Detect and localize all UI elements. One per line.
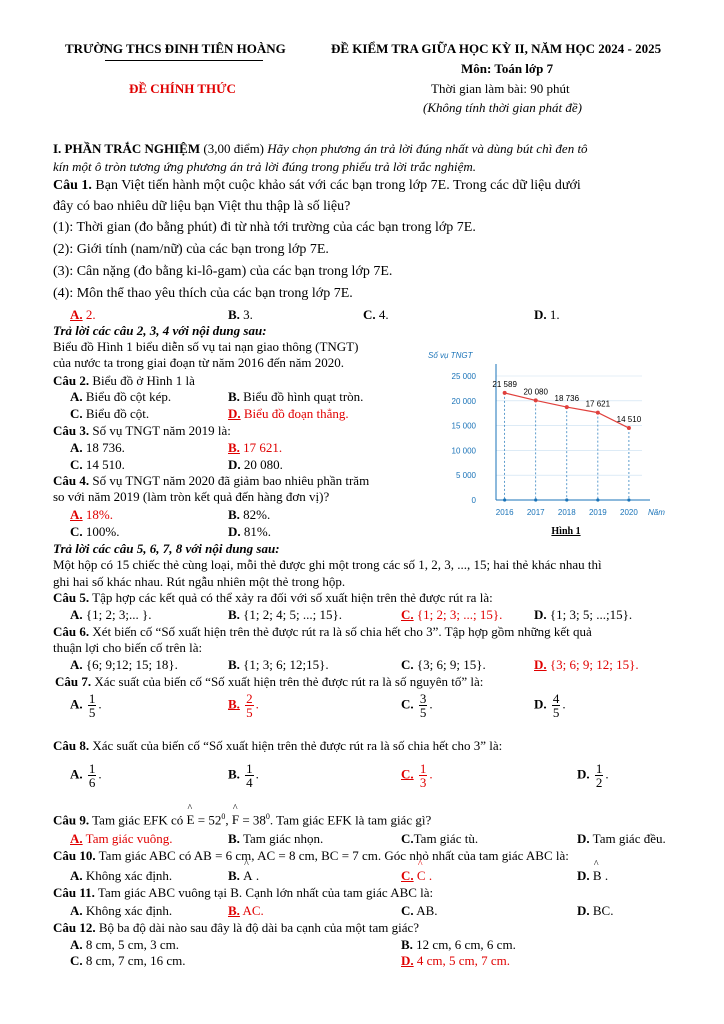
q10-option-d[interactable]: D. ^ B . — [577, 868, 608, 884]
q12-option-b[interactable]: B. 12 cm, 6 cm, 6 cm. — [401, 937, 516, 952]
q1-option-a[interactable]: A. 2. — [70, 307, 96, 322]
q11-option-a[interactable]: A. Không xác định. — [70, 903, 173, 918]
q9-option-a[interactable]: A. Tam giác vuông. — [70, 831, 173, 846]
q10-option-b[interactable]: B. ^ A . — [228, 868, 259, 884]
y-tick-label: 5 000 — [455, 471, 476, 481]
chart-title: Hình 1 — [551, 526, 581, 537]
q1-text-2: đây có bao nhiêu dữ liệu bạn Việt thu thập là số liệu? — [53, 199, 351, 214]
q3-option-a[interactable]: A. 18 736. — [70, 440, 125, 455]
q5-option-b[interactable]: B. {1; 2; 4; 5; ...; 15}. — [228, 607, 342, 622]
data-label: 21 589 — [492, 379, 517, 389]
official-label: ĐỀ CHÍNH THỨC — [129, 81, 236, 96]
q12-option-a[interactable]: A. 8 cm, 5 cm, 3 cm. — [70, 937, 180, 952]
section-heading — [53, 141, 588, 157]
q3-text: Câu 3. Số vụ TNGT năm 2019 là: — [53, 423, 231, 438]
group5678-intro: Trả lời các câu 5, 6, 7, 8 với nội dung sau: — [53, 541, 280, 556]
q6-text-2: thuận lợi cho biến cố trên là: — [53, 640, 203, 655]
exam-title: ĐỀ KIỂM TRA GIỮA HỌC KỲ II, NĂM HỌC 2024 - 2025 — [331, 41, 662, 56]
q4-text: Câu 4. Số vụ TNGT năm 2020 đã giảm bao nhiêu phần trăm — [53, 473, 370, 488]
q11-option-d[interactable]: D. BC. — [577, 903, 614, 918]
q2-option-d[interactable]: D. Biểu đồ đoạn thẳng. — [228, 406, 349, 421]
angle-e: ^ E — [187, 812, 195, 828]
x-tick-label: 2017 — [526, 508, 545, 517]
data-point — [565, 405, 569, 409]
group234-intro: Trả lời các câu 2, 3, 4 với nội dung sau: — [53, 323, 267, 338]
x-tick-mark — [565, 498, 568, 501]
q7-option-c[interactable]: C. $\frac{3}{5}$ . — [401, 691, 433, 720]
q1-stem: Bạn Việt tiến hành một cuộc khảo sát với các bạn trong lớp 7E. Trong các dữ liệu dưới — [95, 178, 581, 193]
q8-option-c[interactable]: C. $\frac{1}{3}$ . — [401, 761, 433, 790]
q12-option-c[interactable]: C. 8 cm, 7 cm, 16 cm. — [70, 953, 186, 968]
q9-text: Câu 9. Tam giác EFK có ^ $E = 52^0$, ^ $F = 38^0$. Tam giác EFK là tam giác gì? — [53, 812, 431, 828]
exam-time-note: (Không tính thời gian phát đề) — [423, 100, 582, 115]
q1-text — [53, 178, 581, 194]
q4-option-a[interactable]: A. 18%. — [70, 507, 113, 522]
q9-option-d[interactable]: D. Tam giác đều. — [577, 831, 666, 846]
q6-option-a[interactable]: A. {6; 9;12; 15; 18}. — [70, 657, 178, 672]
q2-text: Câu 2. Biểu đồ ở Hình 1 là — [53, 373, 195, 388]
q8-option-b[interactable]: B. $\frac{1}{4}$ . — [228, 761, 259, 790]
q2-option-a[interactable]: A. Biểu đồ cột kép. — [70, 389, 172, 404]
q12-option-d[interactable]: D. 4 cm, 5 cm, 7 cm. — [401, 953, 511, 968]
chart-ylabel: Số vụ TNGT — [428, 351, 473, 360]
q1-label: Câu 1. — [53, 178, 92, 193]
q1-option-d[interactable]: D. 1. — [534, 307, 560, 322]
tngt-line-chart — [420, 344, 690, 544]
q9-option-c[interactable]: C.Tam giác tù. — [401, 831, 479, 846]
x-tick-mark — [596, 498, 599, 501]
q5-text: Câu 5. Tập hợp các kết quả có thể xảy ra đối với số xuất hiện trên thẻ được rút ra là: — [53, 590, 493, 605]
q10-text: Câu 10. Tam giác ABC có AB = 6 cm, AC = 8 cm, BC = 7 cm. Góc nhỏ nhất của tam giác ABC là: — [53, 848, 569, 863]
chart-xlabel: Năm — [648, 508, 665, 517]
q4-option-b[interactable]: B. 82%. — [228, 507, 271, 522]
data-label: 14 510 — [616, 415, 642, 425]
subject: Môn: Toán lớp 7 — [461, 61, 554, 76]
q8-option-d[interactable]: D. $\frac{1}{2}$ . — [577, 761, 609, 790]
q7-option-b[interactable]: B. $\frac{2}{5}$ . — [228, 691, 259, 720]
q12-text: Câu 12. Bộ ba độ dài nào sau đây là độ dài ba cạnh của một tam giác? — [53, 920, 420, 935]
angle-f: ^ F — [232, 812, 239, 828]
q1-item-3: (3): Cân nặng (đo bằng ki-lô-gam) của các bạn trong lớp 7E. — [53, 264, 393, 279]
y-tick-label: 20 000 — [451, 396, 476, 406]
q7-option-a[interactable]: A. $\frac{1}{5}$ . — [70, 691, 102, 720]
q4-option-c[interactable]: C. 100%. — [70, 524, 120, 539]
q3-option-b[interactable]: B. 17 621. — [228, 440, 283, 455]
q3-option-c[interactable]: C. 14 510. — [70, 457, 125, 472]
group234-text-2: của nước ta trong giai đoạn từ năm 2016 đến năm 2020. — [53, 355, 345, 370]
x-tick-label: 2018 — [557, 508, 576, 517]
data-point — [596, 411, 600, 415]
y-tick-label: 10 000 — [451, 446, 476, 456]
q11-option-c[interactable]: C. AB. — [401, 903, 438, 918]
x-tick-mark — [534, 498, 537, 501]
q11-option-b[interactable]: B. AC. — [228, 903, 264, 918]
x-tick-label: 2016 — [495, 508, 514, 517]
section-title: I. PHẦN TRẮC NGHIỆM — [53, 141, 201, 156]
q9-option-b[interactable]: B. Tam giác nhọn. — [228, 831, 324, 846]
q1-option-b[interactable]: B. 3. — [228, 307, 253, 322]
section-instruction-2: kín một ô tròn tương ứng phương án trả lời đúng trong phiếu trả lời trắc nghiệm. — [53, 159, 477, 174]
q2-option-c[interactable]: C. Biểu đồ cột. — [70, 406, 150, 421]
q5-option-d[interactable]: D. {1; 3; 5; ...;15}. — [534, 607, 633, 622]
q1-option-c[interactable]: C. 4. — [363, 307, 389, 322]
y-tick-label: 0 — [471, 496, 476, 505]
q3-option-d[interactable]: D. 20 080. — [228, 457, 283, 472]
x-tick-label: 2020 — [620, 508, 638, 517]
data-point — [534, 398, 538, 402]
q5-option-a[interactable]: A. {1; 2; 3;... }. — [70, 607, 152, 622]
x-tick-mark — [627, 498, 630, 501]
q5-option-c[interactable]: C. {1; 2; 3; ...; 15}. — [401, 607, 503, 622]
q1-item-2: (2): Giới tính (nam/nữ) của các bạn trong lớp 7E. — [53, 242, 329, 257]
x-tick-mark — [503, 498, 506, 501]
q6-text: Câu 6. Xét biến cố “Số xuất hiện trên thẻ được rút ra là số chia hết cho 3”. Tập hợp gồm những kết quả — [53, 624, 592, 639]
q6-option-c[interactable]: C. {3; 6; 9; 15}. — [401, 657, 486, 672]
q1-item-1: (1): Thời gian (đo bằng phút) đi từ nhà tới trường của các bạn trong lớp 7E. — [53, 220, 476, 235]
section-points: (3,00 điểm) — [203, 141, 265, 156]
q2-option-b[interactable]: B. Biểu đồ hình quạt tròn. — [228, 389, 364, 404]
q6-option-d[interactable]: D. {3; 6; 9; 12; 15}. — [534, 657, 639, 672]
group5678-text: Một hộp có 15 chiếc thẻ cùng loại, mỗi thẻ được ghi một trong các số 1, 2, 3, ..., 15; hai thẻ khác nhau thì — [53, 557, 602, 572]
data-point — [503, 391, 507, 395]
x-tick-label: 2019 — [588, 508, 607, 517]
q4-option-d[interactable]: D. 81%. — [228, 524, 271, 539]
q8-option-a[interactable]: A. $\frac{1}{6}$ . — [70, 761, 102, 790]
q6-option-b[interactable]: B. {1; 3; 6; 12;15}. — [228, 657, 329, 672]
school-underline — [105, 60, 263, 61]
data-label: 20 080 — [523, 387, 548, 397]
data-label: 17 621 — [585, 399, 611, 409]
q8-text: Câu 8. Xác suất của biến cố “Số xuất hiện trên thẻ được rút ra là số chia hết cho 3” là: — [53, 738, 503, 753]
y-tick-label: 25 000 — [451, 372, 476, 381]
data-point — [627, 426, 631, 430]
section-instruction: Hãy chọn phương án trả lời đúng nhất và dùng bút chì đen tô — [267, 141, 588, 156]
q7-option-d[interactable]: D. $\frac{4}{5}$ . — [534, 691, 566, 720]
exam-time: Thời gian làm bài: 90 phút — [431, 81, 570, 96]
group5678-text-2: ghi hai số khác nhau. Rút ngẫu nhiên một thẻ trong hộp. — [53, 574, 346, 589]
y-tick-label: 15 000 — [451, 421, 476, 431]
q10-option-a[interactable]: A. Không xác định. — [70, 868, 173, 883]
school-name: TRƯỜNG THCS ĐINH TIÊN HOÀNG — [65, 41, 286, 56]
q4-text-2: so với năm 2019 (làm tròn kết quả đến hàng đơn vị)? — [53, 489, 330, 504]
q11-text: Câu 11. Tam giác ABC vuông tại B. Cạnh lớn nhất của tam giác ABC là: — [53, 885, 434, 900]
q7-text: Câu 7. Xác suất của biến cố “Số xuất hiện trên thẻ được rút ra là số nguyên tố” là: — [55, 674, 484, 689]
q10-option-c[interactable]: C. ^ C . — [401, 868, 432, 884]
group234-text: Biểu đồ Hình 1 biểu diễn số vụ tai nạn giao thông (TNGT) — [53, 339, 359, 354]
q1-item-4: (4): Môn thể thao yêu thích của các bạn trong lớp 7E. — [53, 286, 353, 301]
data-label: 18 736 — [554, 394, 580, 404]
